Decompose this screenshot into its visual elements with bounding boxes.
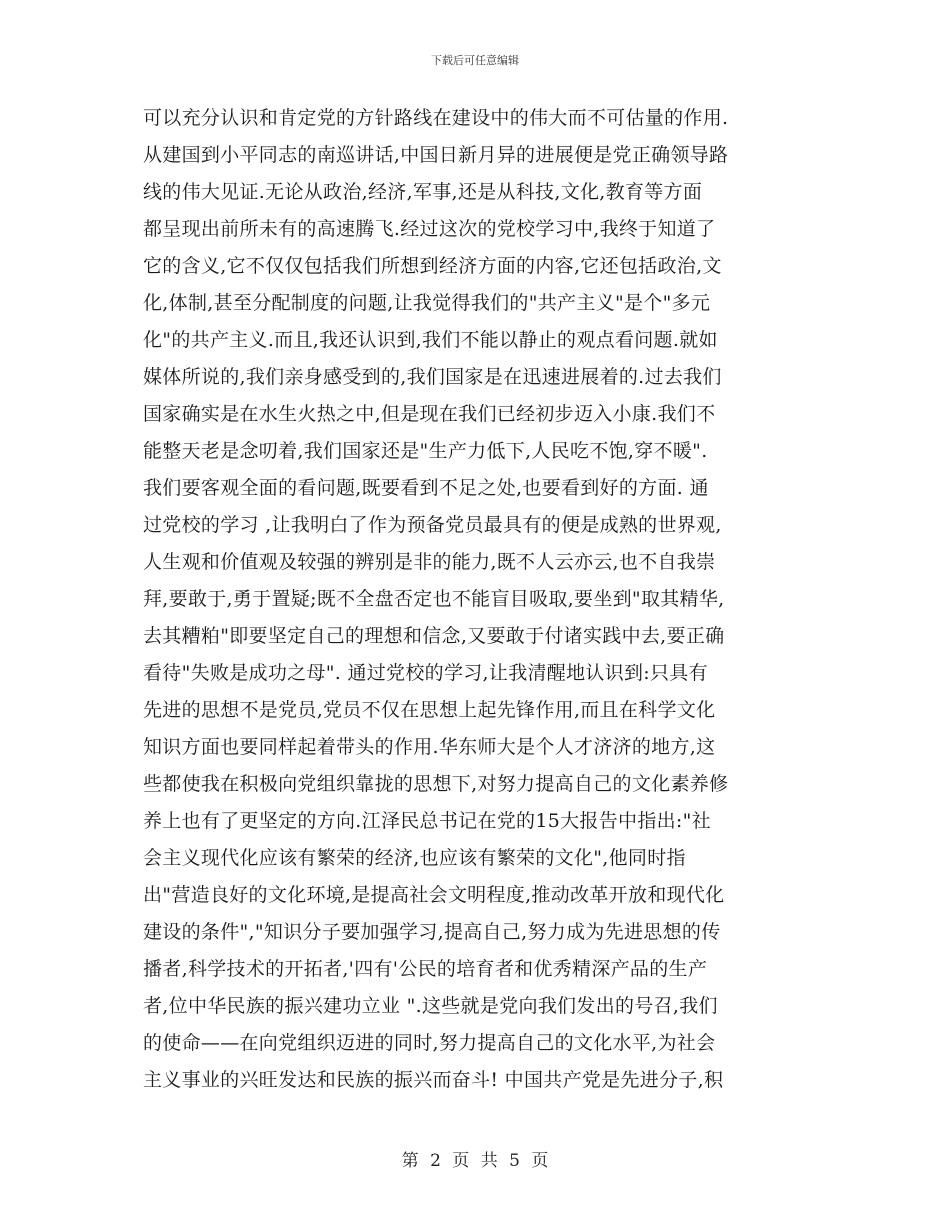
body-line: 它的含义,它不仅仅包括我们所想到经济方面的内容,它还包括政治,文 xyxy=(143,255,722,277)
body-line: 主义事业的兴旺发达和民族的振兴而奋斗! 中国共产党是先进分子,积 xyxy=(143,1069,724,1091)
page-header-note: 下载后可任意编辑 xyxy=(431,54,519,67)
body-line: 线的伟大见证.无论从政治,经济,军事,还是从科技,文化,教育等方面 xyxy=(143,181,703,203)
body-line: 我们要客观全面的看问题,既要看到不足之处,也要看到好的方面. 通 xyxy=(143,477,709,499)
body-line: 播者,科学技术的开拓者,'四有'公民的培育者和优秀精深产品的生产 xyxy=(143,958,708,980)
body-line: 化"的共产主义.而且,我还认识到,我们不能以静止的观点看问题.就如 xyxy=(143,329,718,351)
body-line: 的使命——在向党组织迈进的同时,努力提高自己的文化水平,为社会 xyxy=(143,1032,716,1054)
body-line: 人生观和价值观及较强的辨别是非的能力,既不人云亦云,也不自我崇 xyxy=(143,551,716,573)
body-line: 拜,要敢于,勇于置疑;既不全盘否定也不能盲目吸取,要坐到"取其精华, xyxy=(143,588,725,610)
body-line: 者,位中华民族的振兴建功立业 ".这些就是党向我们发出的号召,我们 xyxy=(143,995,718,1017)
body-line: 能整天老是念叨着,我们国家还是"生产力低下,人民吃不饱,穿不暖". xyxy=(143,440,708,462)
body-line: 建设的条件","知识分子要加强学习,提高自己,努力成为先进思想的传 xyxy=(143,921,721,943)
body-line: 国家确实是在水生火热之中,但是现在我们已经初步迈入小康.我们不 xyxy=(143,403,716,425)
body-line: 出"营造良好的文化环境,是提高社会文明程度,推动改革开放和现代化 xyxy=(143,884,725,906)
body-line: 媒体所说的,我们亲身感受到的,我们国家是在迅速进展着的.过去我们 xyxy=(143,366,722,388)
page-number: 第 2 页 共 5 页 xyxy=(401,1151,549,1171)
body-line: 会主义现代化应该有繁荣的经济,也应该有繁荣的文化",他同时指 xyxy=(143,847,686,869)
document-body xyxy=(143,100,807,1099)
body-line: 些都使我在积极向党组织靠拢的思想下,对努力提高自己的文化素养修 xyxy=(143,773,729,795)
body-line: 化,体制,甚至分配制度的问题,让我觉得我们的"共产主义"是个"多元 xyxy=(143,292,711,314)
body-line: 知识方面也要同样起着带头的作用.华东师大是个人才济济的地方,这 xyxy=(143,736,716,758)
body-line: 养上也有了更坚定的方向.江泽民总书记在党的15大报告中指出:"社 xyxy=(143,810,711,832)
body-line: 从建国到小平同志的南巡讲话,中国日新月异的进展便是党正确领导路 xyxy=(143,144,729,166)
body-line: 去其糟粕"即要坚定自己的理想和信念,又要敢于付诸实践中去,要正确 xyxy=(143,625,725,647)
body-line: 都呈现出前所未有的高速腾飞.经过这次的党校学习中,我终于知道了 xyxy=(143,218,716,240)
body-line: 过党校的学习 ,让我明白了作为预备党员最具有的便是成熟的世界观, xyxy=(143,514,722,536)
body-line: 看待"失败是成功之母". 通过党校的学习,让我清醒地认识到:只具有 xyxy=(143,662,708,684)
body-line: 可以充分认识和肯定党的方针路线在建设中的伟大而不可估量的作用. xyxy=(143,107,729,129)
body-line: 先进的思想不是党员,党员不仅在思想上起先锋作用,而且在科学文化 xyxy=(143,699,716,721)
